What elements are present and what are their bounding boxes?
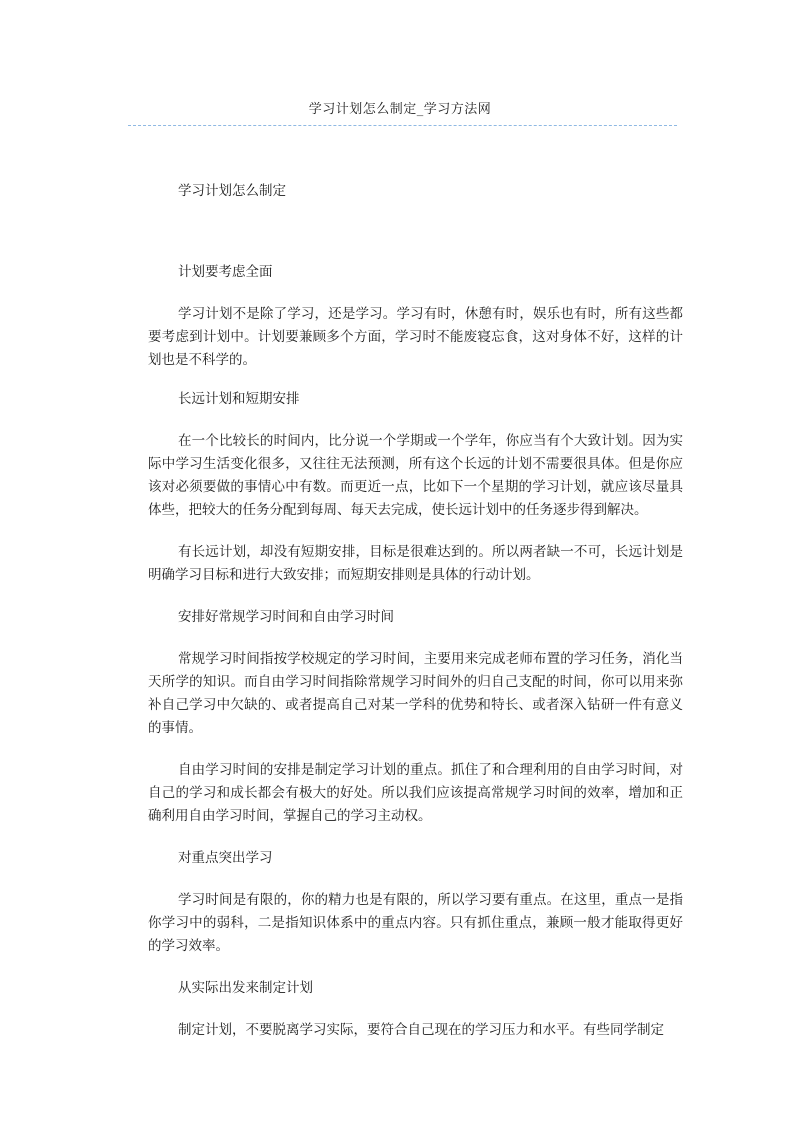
paragraph: 制定计划，不要脱离学习实际，要符合自己现在的学习压力和水平。有些同学制定 [178,1022,664,1038]
section-heading: 安排好常规学习时间和自由学习时间 [178,609,394,625]
section-heading: 从实际出发来制定计划 [178,980,313,996]
paragraph: 有长远计划，却没有短期安排，目标是很难达到的。所以两者缺一不可，长远计划是明确学习目标和进行大致安排；而短期安排则是具体的行动计划。 [148,544,683,583]
paragraph: 常规学习时间指按学校规定的学习时间，主要用来完成老师布置的学习任务，消化当天所学的知识。而自由学习时间指除常规学习时间外的归自己支配的时间，你可以用来弥补自己学习中欠缺的、或者提高自己对某一学科的优势和特长、或者深入钻研一件有意义的事情。 [148,651,683,736]
section-heading: 计划要考虑全面 [178,264,273,280]
paragraph: 自由学习时间的安排是制定学习计划的重点。抓住了和合理利用的自由学习时间，对自己的学习和成长都会有极大的好处。所以我们应该提高常规学习时间的效率，增加和正确利用自由学习时间，掌握自己的学习主动权。 [148,762,683,824]
paragraph: 学习计划不是除了学习，还是学习。学习有时，休憩有时，娱乐也有时，所有这些都要考虑到计划中。计划要兼顾多个方面，学习时不能废寝忘食，这对身体不好，这样的计划也是不科学的。 [148,306,683,368]
paragraph: 在一个比较长的时间内，比分说一个学期或一个学年，你应当有个大致计划。因为实际中学习生活变化很多，又往往无法预测，所有这个长远的计划不需要很具体。但是你应该对必须要做的事情心中有数。而更近一点，比如下一个星期的学习计划，就应该尽量具体些，把较大的任务分配到每周、每天去完成，使长远计划中的任务逐步得到解决。 [148,433,683,518]
paragraph: 学习时间是有限的，你的精力也是有限的，所以学习要有重点。在这里，重点一是指你学习中的弱科，二是指知识体系中的重点内容。只有抓住重点，兼顾一般才能取得更好的学习效率。 [148,892,683,954]
header-divider [128,125,677,126]
page-header-title: 学习计划怎么制定_学习方法网 [308,102,492,117]
document-body [148,180,683,1042]
section-heading: 对重点突出学习 [178,850,273,866]
section-heading: 长远计划和短期安排 [178,391,300,407]
document-title: 学习计划怎么制定 [178,183,286,199]
